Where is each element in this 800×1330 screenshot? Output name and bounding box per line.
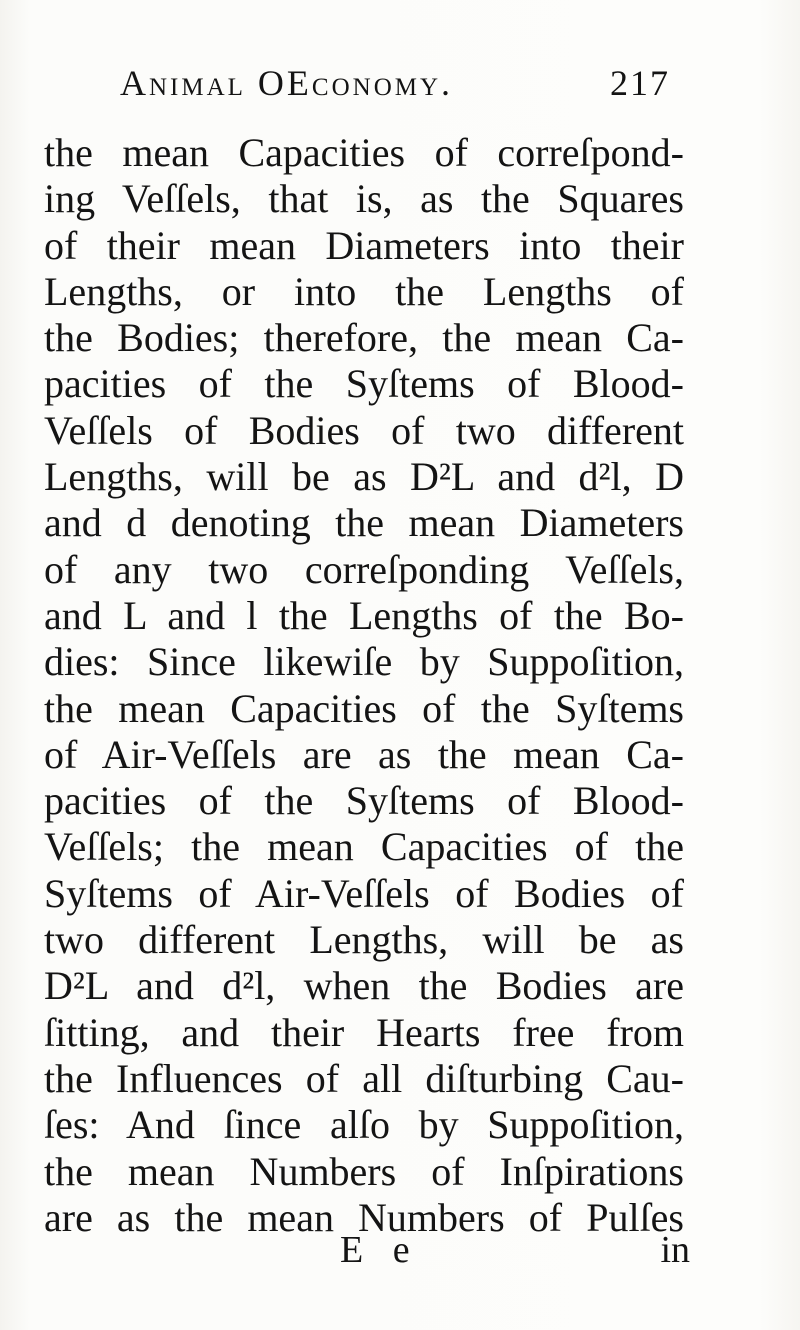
text-line: two different Lengths, will be as [44, 917, 684, 963]
text-line: and d denoting the mean Diameters [44, 500, 684, 546]
text-line: of any two correſponding Veſſels, [44, 546, 684, 592]
text-line: ſitting, and their Hearts free from [44, 1009, 684, 1055]
text-line: ing Veſſels, that is, as the Squares [44, 176, 684, 222]
text-line: are as the mean Numbers of Pulſes [44, 1194, 684, 1240]
page-number: 217 [610, 63, 670, 103]
running-head [120, 62, 680, 112]
text-line: ſes: And ſince alſo by Suppoſition, [44, 1102, 684, 1148]
text-line: Syſtems of Air-Veſſels of Bodies of [44, 870, 684, 916]
page-footer [340, 1228, 690, 1274]
text-line: the Bodies; therefore, the mean Ca- [44, 315, 684, 361]
text-line: the mean Numbers of Inſpirations [44, 1148, 684, 1194]
running-title: Animal OEconomy. [120, 63, 454, 103]
text-line: pacities of the Syſtems of Blood- [44, 361, 684, 407]
text-line: of Air-Veſſels are as the mean Ca- [44, 731, 684, 777]
text-line: Veſſels of Bodies of two different [44, 407, 684, 453]
text-line: Veſſels; the mean Capacities of the [44, 824, 684, 870]
text-line: and L and l the Lengths of the Bo- [44, 592, 684, 638]
text-line: the Influences of all diſturbing Cau- [44, 1055, 684, 1101]
text-line: of their mean Diameters into their [44, 222, 684, 268]
text-line: Lengths, will be as D²L and d²l, D [44, 454, 684, 500]
body-text [44, 130, 684, 1241]
text-line: dies: Since likewiſe by Suppoſition, [44, 639, 684, 685]
text-line: pacities of the Syſtems of Blood- [44, 778, 684, 824]
text-line: D²L and d²l, when the Bodies are [44, 963, 684, 1009]
text-line: the mean Capacities of correſpond- [44, 130, 684, 175]
text-line: Lengths, or into the Lengths of [44, 268, 684, 314]
signature-mark: E e [340, 1229, 420, 1271]
text-line: the mean Capacities of the Syſtems [44, 685, 684, 731]
catchword: in [660, 1229, 690, 1271]
